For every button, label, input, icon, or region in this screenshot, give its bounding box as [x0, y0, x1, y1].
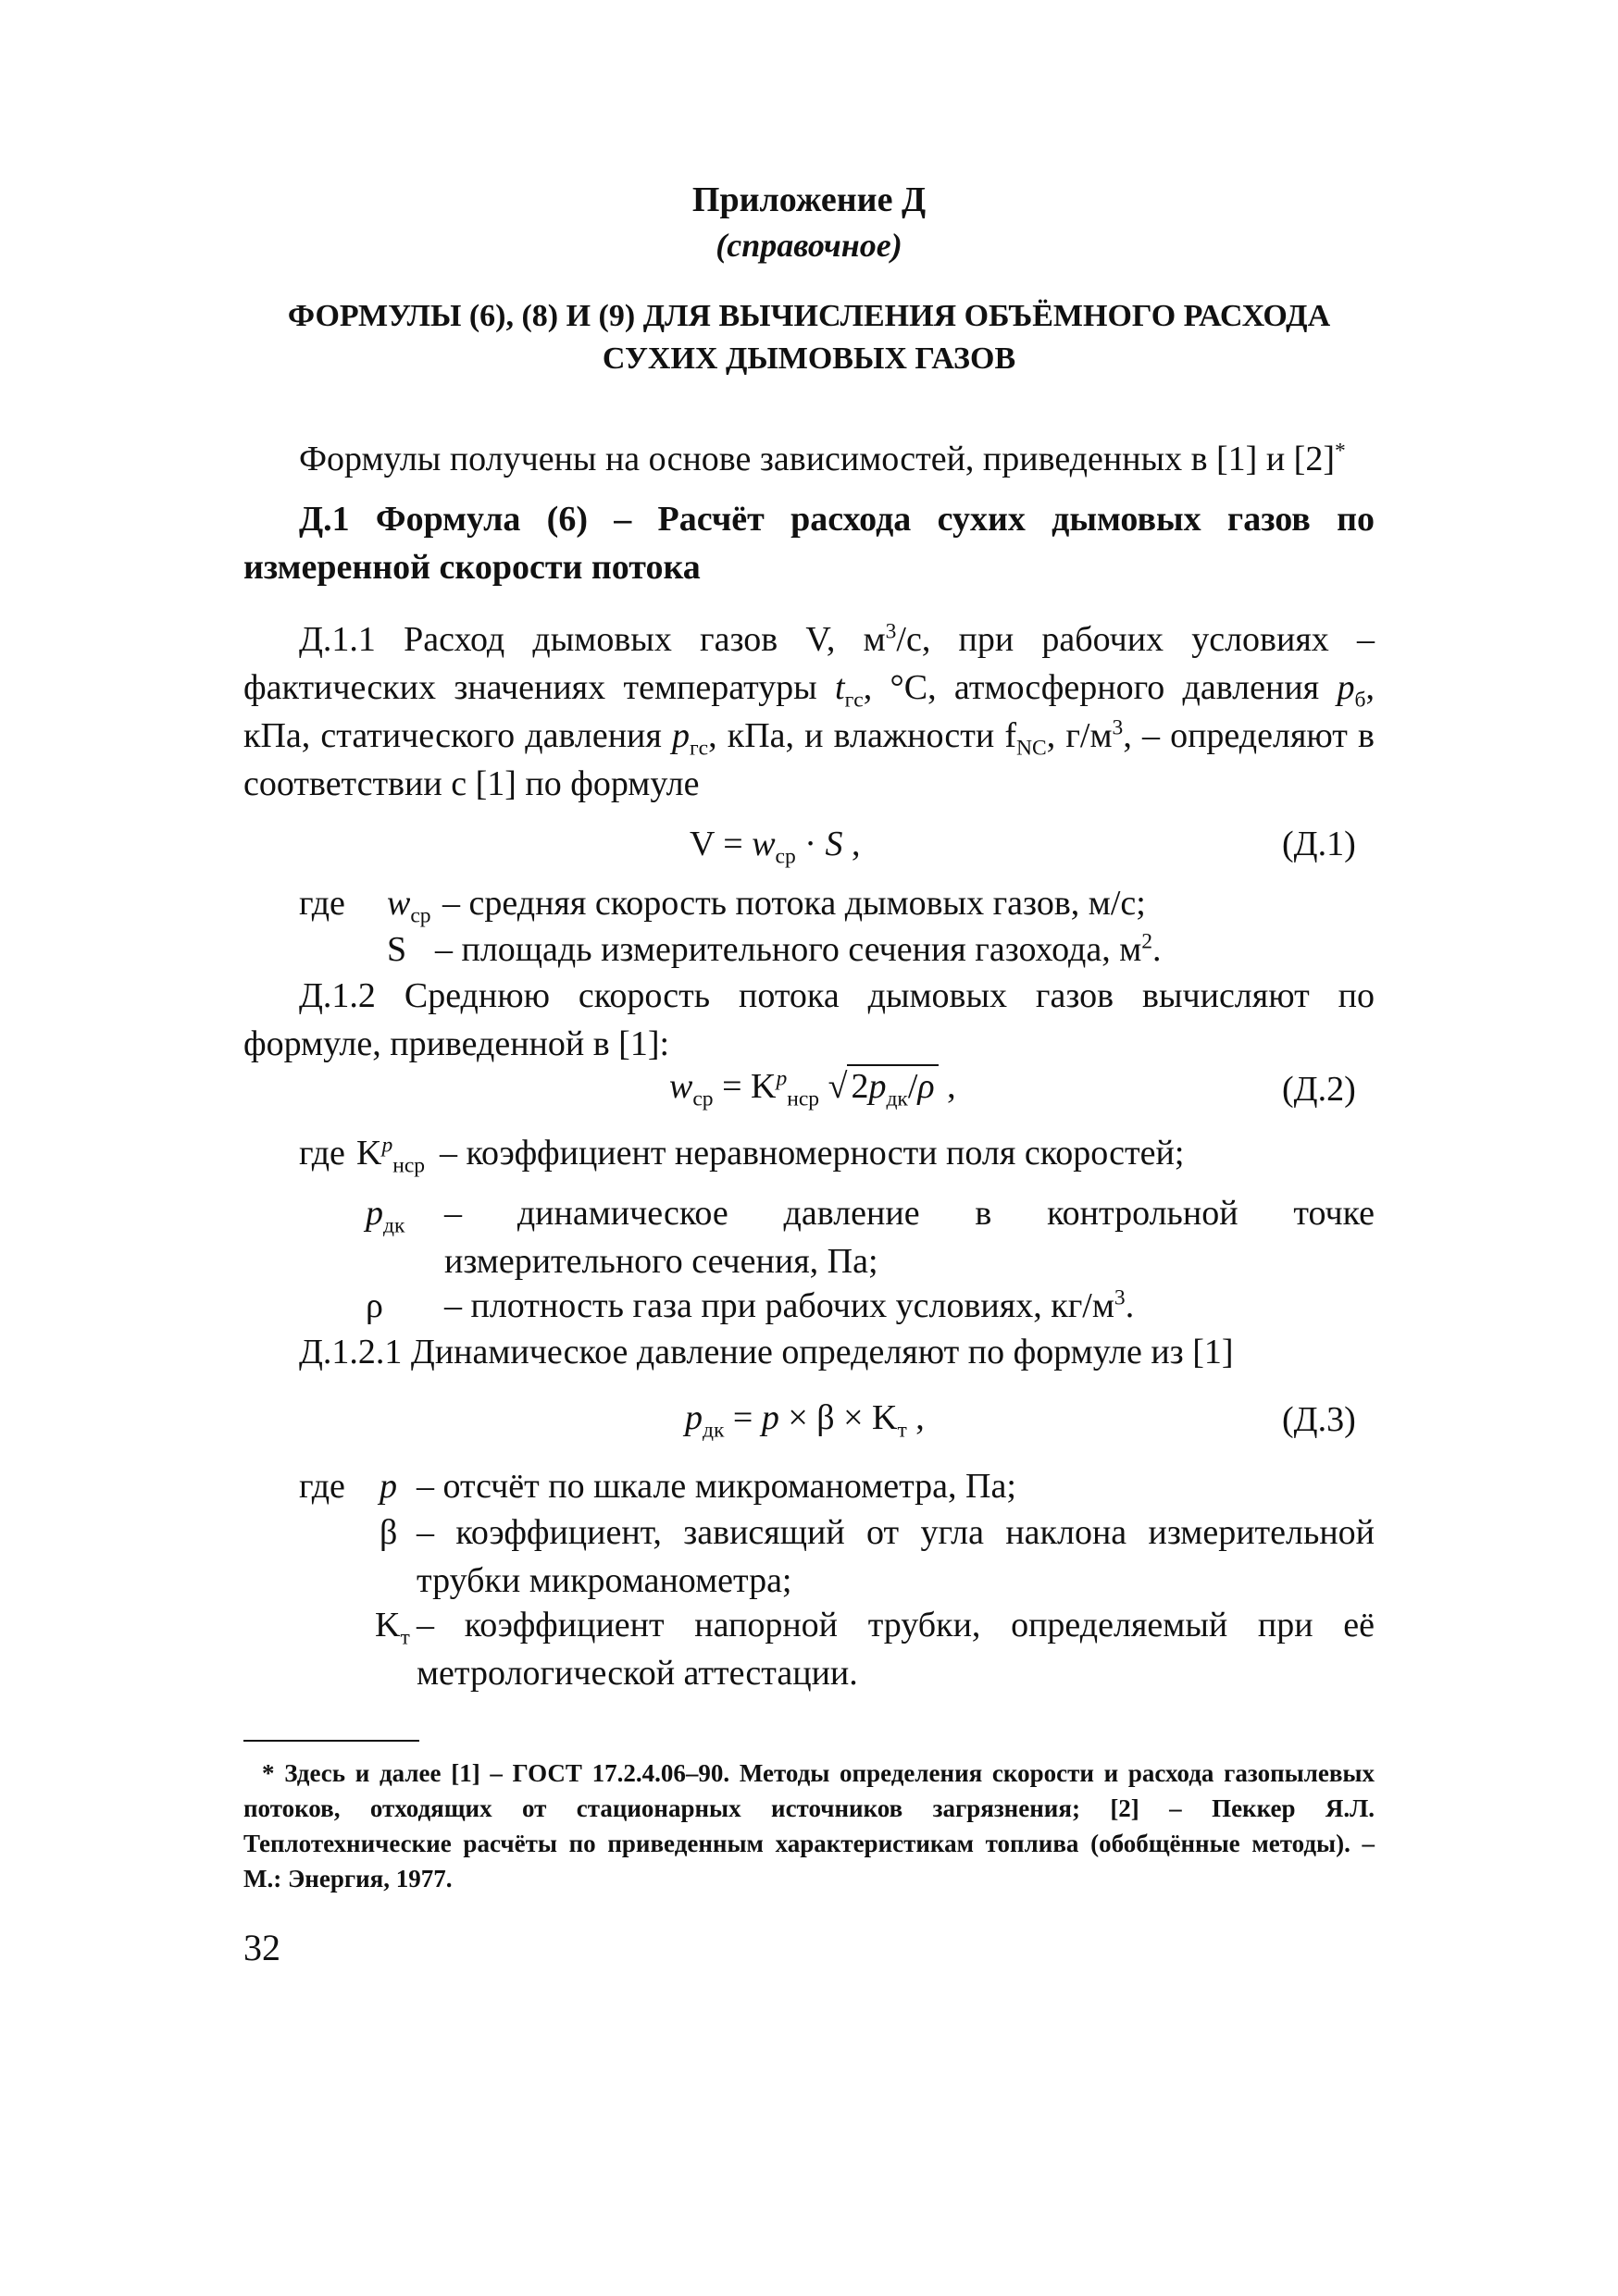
section-heading-d1: Д.1 Формула (6) – Расчёт расхода сухих дымовых газов по измеренной скорости потока: [243, 500, 1375, 587]
formula-number-d1: (Д.1): [1282, 825, 1356, 863]
formula-d2: $w_{ср} = K^p_{нср}$ √ $2p_{дк}/\rho$ ,: [669, 1064, 956, 1107]
where2-p-desc: – динамическое давление в контрольной точке измерительного сечения, Па;: [444, 1194, 1375, 1281]
paragraph-d121: Д.1.2.1 Динамическое давление определяют по формуле из [1]: [299, 1333, 1234, 1371]
paragraph-d12: Д.1.2 Среднюю скорость потока дымовых газов вычисляют по формуле, приведенной в [1]:: [243, 976, 1375, 1063]
formula-d1: $V = w_{ср} \cdot S$ ,: [690, 825, 861, 869]
where3-beta-desc: – коэффициент, зависящий от угла наклона измерительной трубки микроманометра;: [417, 1513, 1375, 1600]
appendix-type: (справочное): [716, 227, 902, 264]
where2-rho: ρ: [366, 1286, 383, 1325]
footnote-divider: [243, 1740, 419, 1742]
where2-rho-desc: – плотность газа при рабочих условиях, $кг/м^3$.: [444, 1285, 1135, 1325]
where1-s-desc: – площадь измерительного сечения газохода, $м^2$.: [435, 929, 1162, 969]
intro-text: [299, 435, 1373, 483]
formula-d3: $p_{дк} = p \times \beta \times K_т$ ,: [685, 1398, 925, 1443]
where-word-1: где: [299, 884, 345, 923]
appendix-label: Приложение Д: [691, 180, 927, 219]
where2-k: $K^p_{нср}$: [356, 1133, 426, 1178]
where-word-2: где: [299, 1134, 345, 1173]
formula-number-d3: (Д.3): [1282, 1400, 1356, 1439]
where3-k: $K_т$: [375, 1606, 410, 1650]
where3-p: p: [380, 1467, 397, 1506]
paragraph-d11: Д.1.1 Расход дымовых газов V, $м^3/с$, при рабочих условиях – фактических значениях температуры $t_{гс}$, °С, атмосферного давления $p_б$, кПа, статического давления $p_{гс}$, кПа, и влажности $f_{NC}$, $г/м^3$, – определяют в соответствии с [1] по формуле: [243, 619, 1375, 803]
where2-k-desc: – коэффициент неравномерности поля скоростей;: [440, 1134, 1185, 1173]
title-line-2: СУХИХ ДЫМОВЫХ ГАЗОВ: [602, 341, 1016, 376]
sqrt-sign: √: [828, 1067, 848, 1106]
where3-beta: β: [380, 1513, 398, 1552]
page-number: 32: [243, 1927, 280, 1968]
where2-p: $p_{дк}$: [366, 1194, 405, 1238]
where3-k-desc: – коэффициент напорной трубки, определяемый при её метрологической аттестации.: [417, 1606, 1375, 1693]
where1-w: $w_{ср}$: [387, 884, 431, 928]
where-word-3: где: [299, 1467, 345, 1506]
sqrt-radicand: $2p_{дк}/\rho$: [847, 1064, 938, 1107]
footnote-marker: *: [1334, 439, 1346, 464]
where1-s: S: [387, 930, 407, 969]
formula-number-d2: (Д.2): [1282, 1070, 1356, 1109]
where3-p-desc: – отсчёт по шкале микроманометра, Па;: [417, 1467, 1016, 1506]
title-line-1: ФОРМУЛЫ (6), (8) И (9) ДЛЯ ВЫЧИСЛЕНИЯ ОБЪЁМНОГО РАСХОДА: [287, 299, 1331, 333]
where1-w-desc: – средняя скорость потока дымовых газов, м/с;: [442, 884, 1146, 923]
intro-body: Формулы получены на основе зависимостей, приведенных в [1] и [2]: [299, 440, 1335, 478]
footnote: * Здесь и далее [1] – ГОСТ 17.2.4.06–90. Методы определения скорости и расхода газопылевых потоков, отходящих от стационарных источников загрязнения; [2] – Пеккер Я.Л. Теплотехнические расчёты по приведенным характеристикам топлива (обобщённые методы). – М.: Энергия, 1977.: [243, 1759, 1375, 1893]
